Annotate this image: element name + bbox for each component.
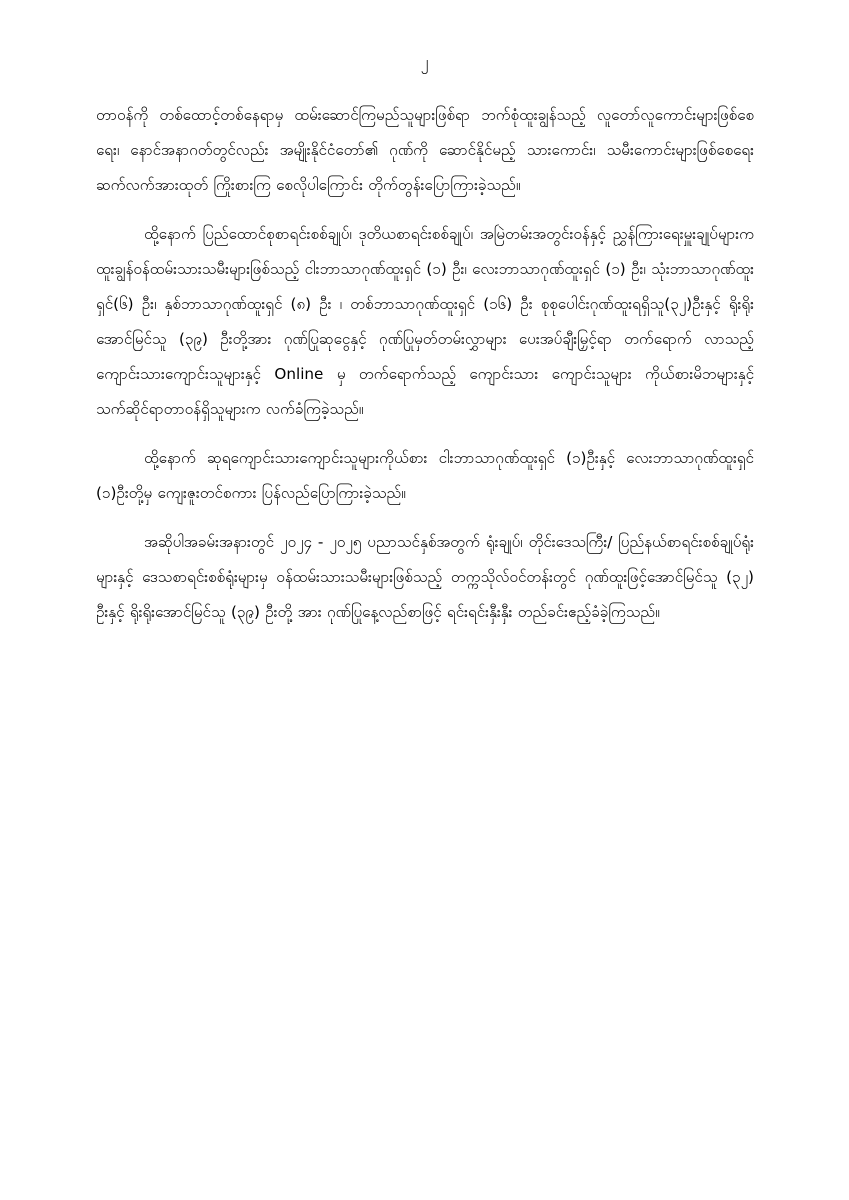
paragraph-3: ထို့နောက် ဆုရကျောင်းသားကျောင်းသူများကိုယ်စား ငါးဘာသာဂုဏ်ထူးရှင် (၁)ဦးနှင့် လေးဘာသာဂုဏ်ထူးရှင် (၁)ဦးတို့မှ ကျေးဇူးတင်စကား ပြန်လည်ပြောကြားခဲ့သည်။ xyxy=(96,449,754,502)
paragraph-2: ထို့နောက် ပြည်ထောင်စုစာရင်းစစ်ချုပ်၊ ဒုတိယစာရင်းစစ်ချုပ်၊ အမြဲတမ်းအတွင်းဝန်နှင့် ညွှန်ကြားရေးမှူးချုပ်များက ထူးချွန်ဝန်ထမ်းသားသမီးများဖြစ်သည့် ငါးဘာသာဂုဏ်ထူးရှင် (၁) ဦး၊ လေးဘာသာဂုဏ်ထူးရှင် (၁) ဦး၊ သုံးဘာသာဂုဏ်ထူးရှင်(၆) ဦး၊ နှစ်ဘာသာဂုဏ်ထူးရှင် (၈) ဦး ၊ တစ်ဘာသာဂုဏ်ထူးရှင် (၁၆) ဦး စုစုပေါင်းဂုဏ်ထူးရရှိသူ(၃၂)ဦးနှင့် ရိုးရိုးအောင်မြင်သူ (၃၉) ဦးတို့အား ဂုဏ်ပြုဆုငွေနှင့် ဂုဏ်ပြုမှတ်တမ်းလွှာများ ပေးအပ်ချီးမြှင့်ရာ တက်ရောက် လာသည့် ကျောင်းသားကျောင်းသူများနှင့် Online မှ တက်ရောက်သည့် ကျောင်းသား ကျောင်းသူများ ကိုယ်စားမိဘများနှင့် သက်ဆိုင်ရာတာဝန်ရှိသူများက လက်ခံကြခဲ့သည်။ xyxy=(96,225,754,418)
document-body xyxy=(96,98,754,630)
page-number: ၂ xyxy=(420,52,429,71)
paragraph-1: တာဝန်ကို တစ်ထောင့်တစ်နေရာမှ ထမ်းဆောင်ကြမည်သူများဖြစ်ရာ ဘက်စုံထူးချွန်သည့် လူတော်လူကောင်းများဖြစ်စေရေး၊ နောင်အနာဂတ်တွင်လည်း အမျိုးနိုင်ငံတော်၏ ဂုဏ်ကို ဆောင်နိုင်မည့် သားကောင်း၊ သမီးကောင်းများဖြစ်စေရေး ဆက်လက်အားထုတ် ကြိုးစားကြ စေလိုပါကြောင်း တိုက်တွန်းပြောကြားခဲ့သည်။ xyxy=(96,106,754,194)
paragraph-4: အဆိုပါအခမ်းအနားတွင် ၂၀၂၄ - ၂၀၂၅ ပညာသင်နှစ်အတွက် ရုံးချုပ်၊ တိုင်းဒေသကြီး/ ပြည်နယ်စာရင်းစစ်ချုပ်ရုံးများနှင့် ဒေသစာရင်းစစ်ရုံးများမှ ဝန်ထမ်းသားသမီးများဖြစ်သည့် တက္ကသိုလ်ဝင်တန်းတွင် ဂုဏ်ထူးဖြင့်အောင်မြင်သူ (၃၂) ဦးနှင့် ရိုးရိုးအောင်မြင်သူ (၃၉) ဦးတို့ အား ဂုဏ်ပြုနေ့လည်စာဖြင့် ရင်းရင်းနှီးနှီး တည်ခင်းဧည့်ခံခဲ့ကြသည်။ xyxy=(96,533,754,621)
